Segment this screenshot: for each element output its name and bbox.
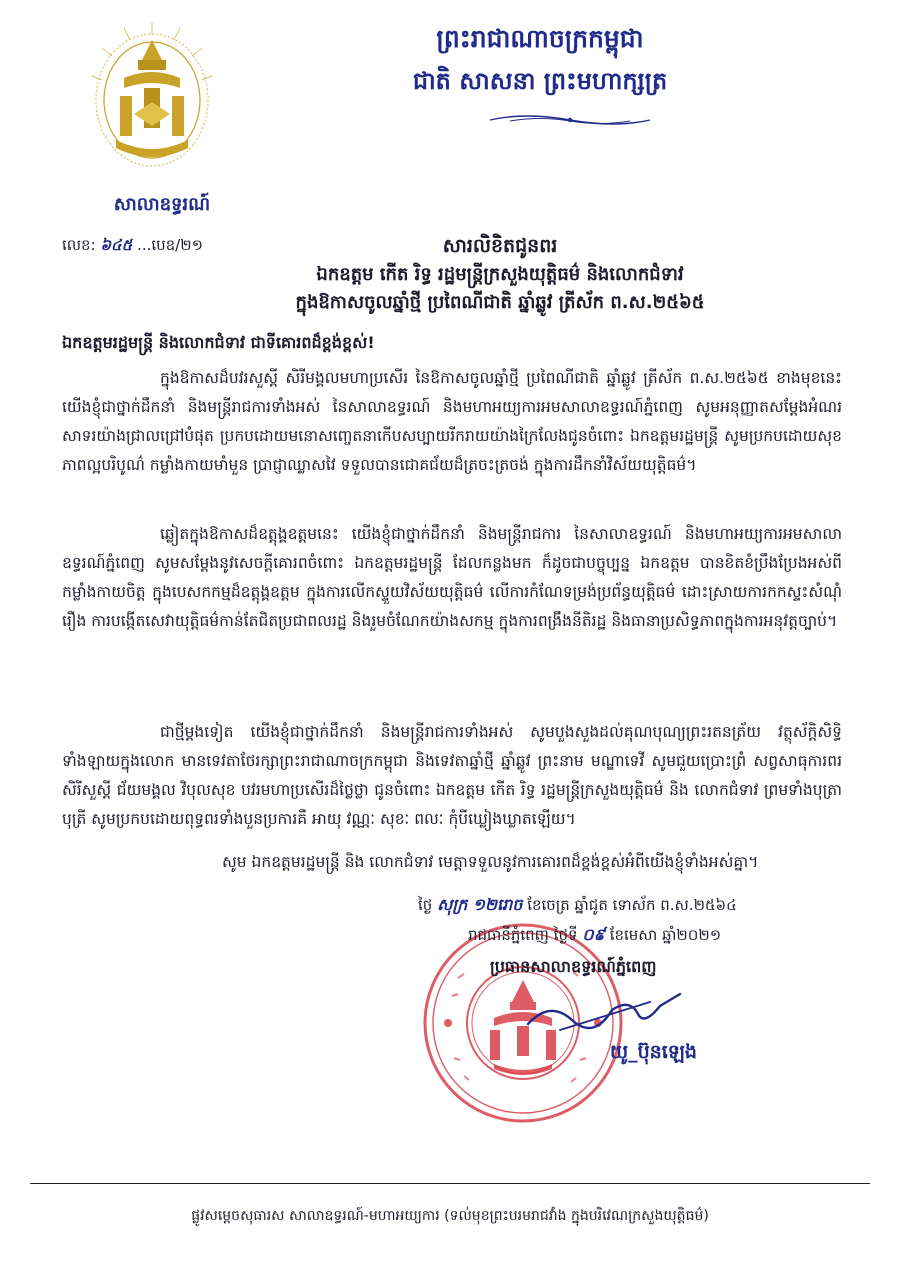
lunar-date <box>418 894 858 918</box>
national-motto: ជាតិ សាសនា ព្រះមហាក្សត្រ <box>412 66 668 95</box>
ref-suffix: ...បេឧ/២១ <box>137 236 203 254</box>
footer-address: ផ្លូវសម្តេចសុធារស សាលាឧទ្ធរណ៍-មហាអយ្យការ (ទល់មុខព្រះបរមរាជវាំង ក្នុងបរិវេណក្រសួងយុត្តិធម៌) <box>191 1208 709 1224</box>
reference-number <box>62 236 203 258</box>
handwritten-signature <box>520 980 690 1040</box>
salutation: ឯកឧត្តមរដ្ឋមន្ត្រី និងលោកជំទាវ ជាទីគោរពដ៏ខ្ពង់ខ្ពស់! <box>62 333 375 352</box>
solar-date-rest: ខែមេសា ឆ្នាំ២០២១ <box>609 926 722 944</box>
ref-number-handwritten: ៦៤៥ <box>100 236 133 254</box>
paragraph-1: ក្នុងឱកាសដ៏បវរសួស្តី សិរីមង្គលមហាប្រសើរ នៃឱកាសចូលឆ្នាំថ្មី ប្រពៃណីជាតិ ឆ្នាំឆ្លូវ ត្រីស័ក ព.ស.២៥៦៥ ខាងមុខនេះ យើងខ្ញុំជាថ្នាក់ដឹកនាំ និងមន្ត្រីរាជការទាំងអស់ នៃសាលាឧទ្ធរណ៍ និងមហាអយ្យការអមសាលាឧទ្ធរណ៍ភ្នំពេញ សូមអនុញ្ញាតសម្តែងអំណរសាទរយ៉ាងជ្រាលជ្រៅបំផុត ប្រកបដោយមនោសញ្ចេតនាកើបសប្បាយរីករាយយ៉ាងក្រៃលែងជូនចំពោះ ឯកឧត្តមរដ្ឋមន្ត្រី សូមប្រកបដោយសុខភាពល្អបរិបូណ៌ កម្លាំងកាយមាំមួន ប្រាជ្ញាឈ្លាសវៃ ទទួលបានជោគជ័យដ៏ត្រចះត្រចង់ ក្នុងការដឹកនាំវិស័យយុត្តិធម៌។ <box>62 369 842 474</box>
paragraph-3: ជាថ្មីម្តងទៀត យើងខ្ញុំជាថ្នាក់ដឹកនាំ និងមន្ត្រីរាជការទាំងអស់ សូមបួងសួងដល់គុណបុណ្យព្រះរតនត្រ័យ វត្ថុស័ក្តិសិទ្ធិទាំងឡាយក្នុងលោក មានទេវតាថែរក្សាព្រះរាជាណាចក្រកម្ពុជា និងទេវតាឆ្នាំថ្មី ឆ្នាំឆ្លូវ ព្រះនាម មណ្ឌាទេវី សូមជួយប្រោះព្រំ សព្វសាធុការពរ សិរីសួស្តី ជ័យមង្គល វិបុលសុខ បវរមហាប្រសើរដ៏ថ្លៃថ្លា ជូនចំពោះ ឯកឧត្តម កើត រិទ្ធ រដ្ឋមន្ត្រីក្រសួងយុត្តិធម៌ និង លោកជំទាវ ព្រមទាំងបុត្រា បុត្រី សូមប្រកបដោយពុទ្ធពរទាំងបួនប្រការគឺ អាយុ វណ្ណៈ សុខៈ ពលៈ កុំបីឃ្លៀងឃ្លាតឡើយ។ <box>62 723 842 828</box>
kingdom-heading: ព្រះរាជាណាចក្រកម្ពុជា <box>436 24 644 53</box>
letter-subtitle-recipient: ឯកឧត្តម កើត រិទ្ធ រដ្ឋមន្ត្រីក្រសួងយុត្តិធម៌ និងលោកជំទាវ <box>316 264 684 285</box>
royal-crest-icon <box>90 18 215 173</box>
footer-divider <box>30 1183 870 1184</box>
lunar-date-prefix: ថ្ងៃ <box>418 896 433 914</box>
lunar-date-handwritten: សុក្រ ១២រោច <box>437 895 523 914</box>
signatory-role: ប្រធានសាលាឧទ្ធរណ៍ភ្នំពេញ <box>490 957 657 976</box>
closing-sentence: សូម ឯកឧត្តមរដ្ឋមន្ត្រី និង លោកជំទាវ មេត្តាទទួលនូវការគោរពដ៏ខ្ពង់ខ្ពស់អំពីយើងខ្ញុំទាំងអស់គ្នា។ <box>222 853 759 871</box>
solar-date <box>468 924 868 948</box>
signatory-name: យូ_ប៊ុនឡេង <box>610 1041 697 1063</box>
lunar-date-rest: ខែចេត្រ ឆ្នាំជូត ទោស័ក ព.ស.២៥៦៤ <box>527 896 737 914</box>
solar-date-prefix: រាជធានីភ្នំពេញ ថ្ងៃទី <box>468 926 578 944</box>
paragraph-2: ឆ្លៀតក្នុងឱកាសដ៏ឧត្តុង្គឧត្តមនេះ យើងខ្ញុំជាថ្នាក់ដឹកនាំ និងមន្ត្រីរាជការ នៃសាលាឧទ្ធរណ៍ និងមហាអយ្យការអមសាលាឧទ្ធរណ៍ភ្នំពេញ សូមសម្តែងនូវសេចក្តីគោរពចំពោះ ឯកឧត្តមរដ្ឋមន្ត្រី ដែលកន្លងមក ក៏ដូចជាបច្ចុប្បន្ន ឯកឧត្តម បានខិតខំប្រឹងប្រែងអស់ពីកម្លាំងកាយចិត្ត ក្នុងបេសកកម្មដ៏ឧត្តុង្គឧត្តម ក្នុងការលើកស្ទួយវិស័យយុត្តិធម៌ លើការកំណែទម្រង់ប្រព័ន្ធយុត្តិធម៌ ដោះស្រាយការកកស្ទះសំណុំរឿង ការបង្កើតសេវាយុត្តិធម៌កាន់តែជិតប្រជាពលរដ្ឋ និងរួមចំណែកយ៉ាងសកម្ម ក្នុងការពង្រឹងនីតិរដ្ឋ និងធានាប្រសិទ្ធភាពក្នុងការអនុវត្តច្បាប់។ <box>62 525 842 630</box>
ref-label: លេខ: <box>62 236 96 254</box>
letter-subtitle-occasion: ក្នុងឱកាសចូលឆ្នាំថ្មី ប្រពៃណីជាតិ ឆ្នាំឆ្លូវ ត្រីស័ក ព.ស.២៥៦៥ <box>295 292 705 313</box>
letter-title: សារលិខិតជូនពរ <box>442 235 558 257</box>
ornament-divider-icon <box>480 110 660 130</box>
solar-date-day-handwritten: ០៩ <box>582 925 605 944</box>
issuing-organization: សាលាឧទ្ធរណ៍ <box>113 194 211 215</box>
